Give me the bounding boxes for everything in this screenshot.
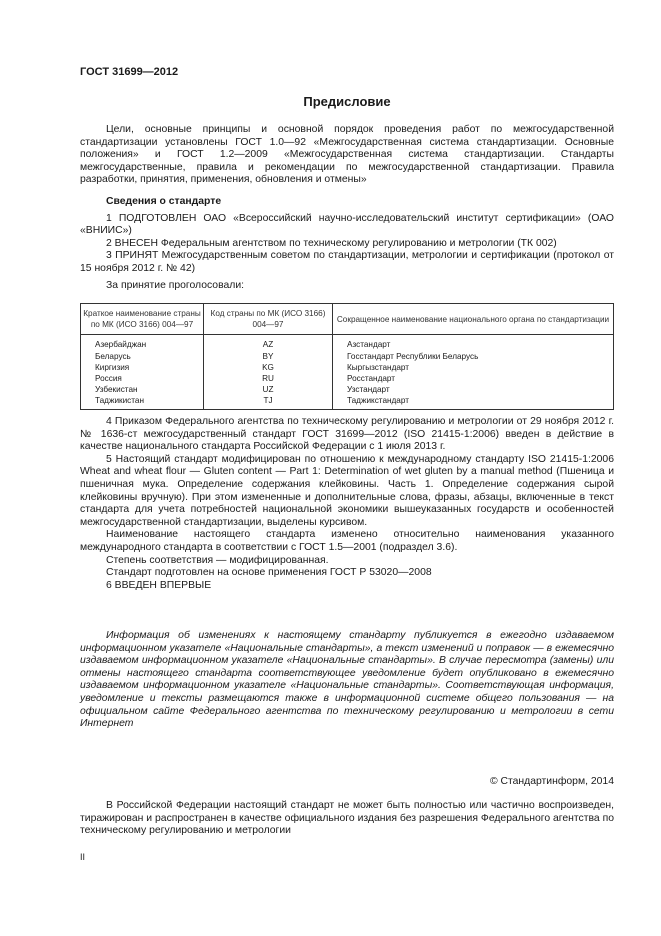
country-cell: Таджикистан <box>81 395 204 409</box>
item-6: 6 ВВЕДЕН ВПЕРВЫЕ <box>106 579 212 591</box>
table-row <box>81 335 614 351</box>
country-cell: Россия <box>81 373 204 384</box>
country-cell: Киргизия <box>81 362 204 373</box>
country-cell: Узбекистан <box>81 384 204 395</box>
item-1: 1 ПОДГОТОВЛЕН ОАО «Всероссийский научно-исследовательский институт сертификации» (ОАО «ВНИИС») <box>80 212 614 237</box>
item-3: 3 ПРИНЯТ Межгосударственным советом по стандартизации, метрологии и сертификации (протокол от 15 ноября 2012 г. № 42) <box>80 250 614 274</box>
info-heading: Сведения о стандарте <box>106 196 222 207</box>
notice-paragraph: Информация об изменениях к настоящему стандарту публикуется в ежегодно издаваемом информационном указателе «Национальные стандарты», а текст изменений и поправок — в ежемесячно издаваемом информационном указателе «Национальные стандарты». В случае пересмотра (замены) или отмены настоящего стандарта соответствующее уведомление будет опубликовано в ежемесячно издаваемом информационном указателе «Национальные стандарты». Соответствующая информация, уведомление и тексты размещаются также в информационной системе общего пользования — на официальном сайте Федерального агентства по техническому регулированию и метрологии в сети Интернет <box>80 630 614 730</box>
body-cell: Узстандарт <box>333 384 614 395</box>
country-cell: Беларусь <box>81 351 204 362</box>
country-cell: Азербайджан <box>81 335 204 351</box>
table-row <box>81 351 614 362</box>
code-cell: KG <box>204 362 333 373</box>
table-row <box>81 395 614 409</box>
item-5-name-note: Наименование настоящего стандарта изменено относительно наименования указанного международного стандарта в соответствии с ГОСТ 1.5—2001 (подраздел 3.6). <box>80 529 614 553</box>
items-4-6-section <box>80 416 614 592</box>
body-cell: Росстандарт <box>333 373 614 384</box>
table-row <box>81 373 614 384</box>
code-cell: RU <box>204 373 333 384</box>
column-header-code: Код страны по МК (ИСО 3166) 004—97 <box>204 304 333 335</box>
column-header-body: Сокращенное наименование национального органа по стандартизации <box>333 304 614 335</box>
voting-table <box>80 303 614 410</box>
intro-paragraph: Цели, основные принципы и основной порядок проведения работ по межгосударственной стандартизации установлены ГОСТ 1.0—92 «Межгосударственная система стандартизации. Основные положения» и ГОСТ 1.2—2009 «Межгосударственная система стандартизации. Стандарты межгосударственные, правила и рекомендации по межгосударственной стандартизации. Правила разработки, принятия, применения, обновления и отмены» <box>80 124 614 186</box>
rights-paragraph: В Российской Федерации настоящий стандарт не может быть полностью или частично воспроизведен, тиражирован и распространен в качестве официального издания без разрешения Федерального агентства по техническому регулированию и метрологии <box>80 800 614 837</box>
copyright: © Стандартинформ, 2014 <box>489 776 614 787</box>
body-cell: Госстандарт Республики Беларусь <box>333 351 614 362</box>
intro-section <box>80 124 614 187</box>
item-4: 4 Приказом Федерального агентства по техническому регулированию и метрологии от 29 ноября 2012 г. № 1636-ст межгосударственный стандарт ГОСТ 31699—2012 (ISO 21415-1:2006) введен в действие в качестве национального стандарта Российской Федерации с 1 июля 2013 г. <box>80 416 614 453</box>
item-5-basis: Стандарт подготовлен на основе применения ГОСТ Р 53020—2008 <box>106 567 432 579</box>
body-cell: Кыргызстандарт <box>333 362 614 373</box>
item-2: 2 ВНЕСЕН Федеральным агентством по техническому регулированию и метрологии (ТК 002) <box>106 237 557 249</box>
code-cell: TJ <box>204 395 333 409</box>
column-header-country: Краткое наименование страны по МК (ИСО 3166) 004—97 <box>81 304 204 335</box>
body-cell: Таджикстандарт <box>333 395 614 409</box>
rights-section <box>80 800 614 838</box>
table-row <box>81 384 614 395</box>
document-header: ГОСТ 31699—2012 <box>80 66 179 78</box>
notice-section <box>80 630 614 731</box>
page-title: Предисловие <box>303 94 391 109</box>
body-cell: Азстандарт <box>333 335 614 351</box>
item-5-conformity: Степень соответствия — модифицированная. <box>106 554 329 566</box>
voted-label: За принятие проголосовали: <box>106 279 245 291</box>
page-number: II <box>80 852 86 862</box>
code-cell: BY <box>204 351 333 362</box>
code-cell: AZ <box>204 335 333 351</box>
item-5: 5 Настоящий стандарт модифицирован по отношению к международному стандарту ISO 21415-1:2006 Wheat and wheat flour — Gluten content — Part 1: Determination of wet gluten by a manual method (Пшеница и пшеничная мука. Определение содержания клейковины. Часть 1. Определение содержания сырой клейковины вручную). При этом измененные и дополнительные слова, фразы, абзацы, включенные в текст стандарта для учета потребностей национальной экономики вышеуказанных государств и особенностей межгосударственной стандартизации, выделены курсивом. <box>80 453 614 528</box>
table-row <box>81 362 614 373</box>
code-cell: UZ <box>204 384 333 395</box>
table-header-row <box>81 304 614 335</box>
standard-info-section <box>80 196 614 292</box>
